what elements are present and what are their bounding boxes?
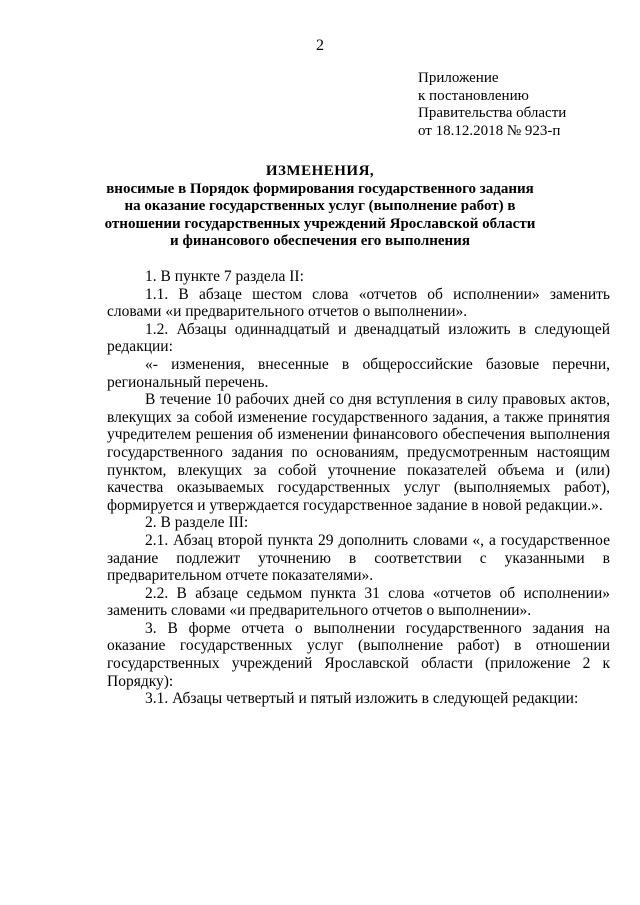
appendix-line: от 18.12.2018 № 923-п [418,122,561,139]
appendix-line: Правительства области [418,105,567,121]
paragraph: 1.1. В абзаце шестом слова «отчетов об исполнении» заменить словами «и предварительного отчетов о выполнении». [107,285,610,321]
document-title: ИЗМЕНЕНИЯ, [265,163,375,179]
document-title-block [100,163,540,251]
page-number: 2 [316,37,324,54]
document-subtitle: вносимые в Порядок формирования государственного задания на оказание государственных услуг (выполнение работ) в отношении государственных учреждений Ярославской области и финансового обеспечения его выполнения [104,180,536,249]
document-body [107,268,610,708]
appendix-line: к постановлению [418,87,529,104]
paragraph: «- изменения, внесенные в общероссийские базовые перечни, региональный перечень. [107,355,610,391]
paragraph: 2.2. В абзаце седьмом пункта 31 слова «отчетов об исполнении» заменить словами «и предварительного отчетов о выполнении». [107,584,610,620]
appendix-line: Приложение [418,70,499,86]
paragraph: 1.2. Абзацы одиннадцатый и двенадцатый изложить в следующей редакции: [107,320,610,356]
paragraph: 3. В форме отчета о выполнении государственного задания на оказание государственных услуг (выполнение работ) в отношении государственных учреждений Ярославской области (приложение 2 к Порядку): [107,619,610,690]
paragraph: 2. В разделе III: [145,514,249,532]
paragraph: 1. В пункте 7 раздела II: [145,268,304,285]
paragraph: 3.1. Абзацы четвертый и пятый изложить в следующей редакции: [145,690,579,708]
paragraph: В течение 10 рабочих дней со дня вступления в силу правовых актов, влекущих за собой изменение государственного задания, а также принятия учредителем решения об изменении финансового обеспечения выполнения государственного задания по основаниям, предусмотренным настоящим пунктом, влекущих за собой уточнение показателей объема и (или) качества оказываемых государственных услуг (выполняемых работ), формируется и утверждается государственное задание в новой редакции.». [107,391,610,514]
paragraph: 2.1. Абзац второй пункта 29 дополнить словами «, а государственное задание подлежит уточнению в соответствии с указанными в предварительном отчете показателями». [107,531,610,585]
appendix-block [418,70,566,140]
